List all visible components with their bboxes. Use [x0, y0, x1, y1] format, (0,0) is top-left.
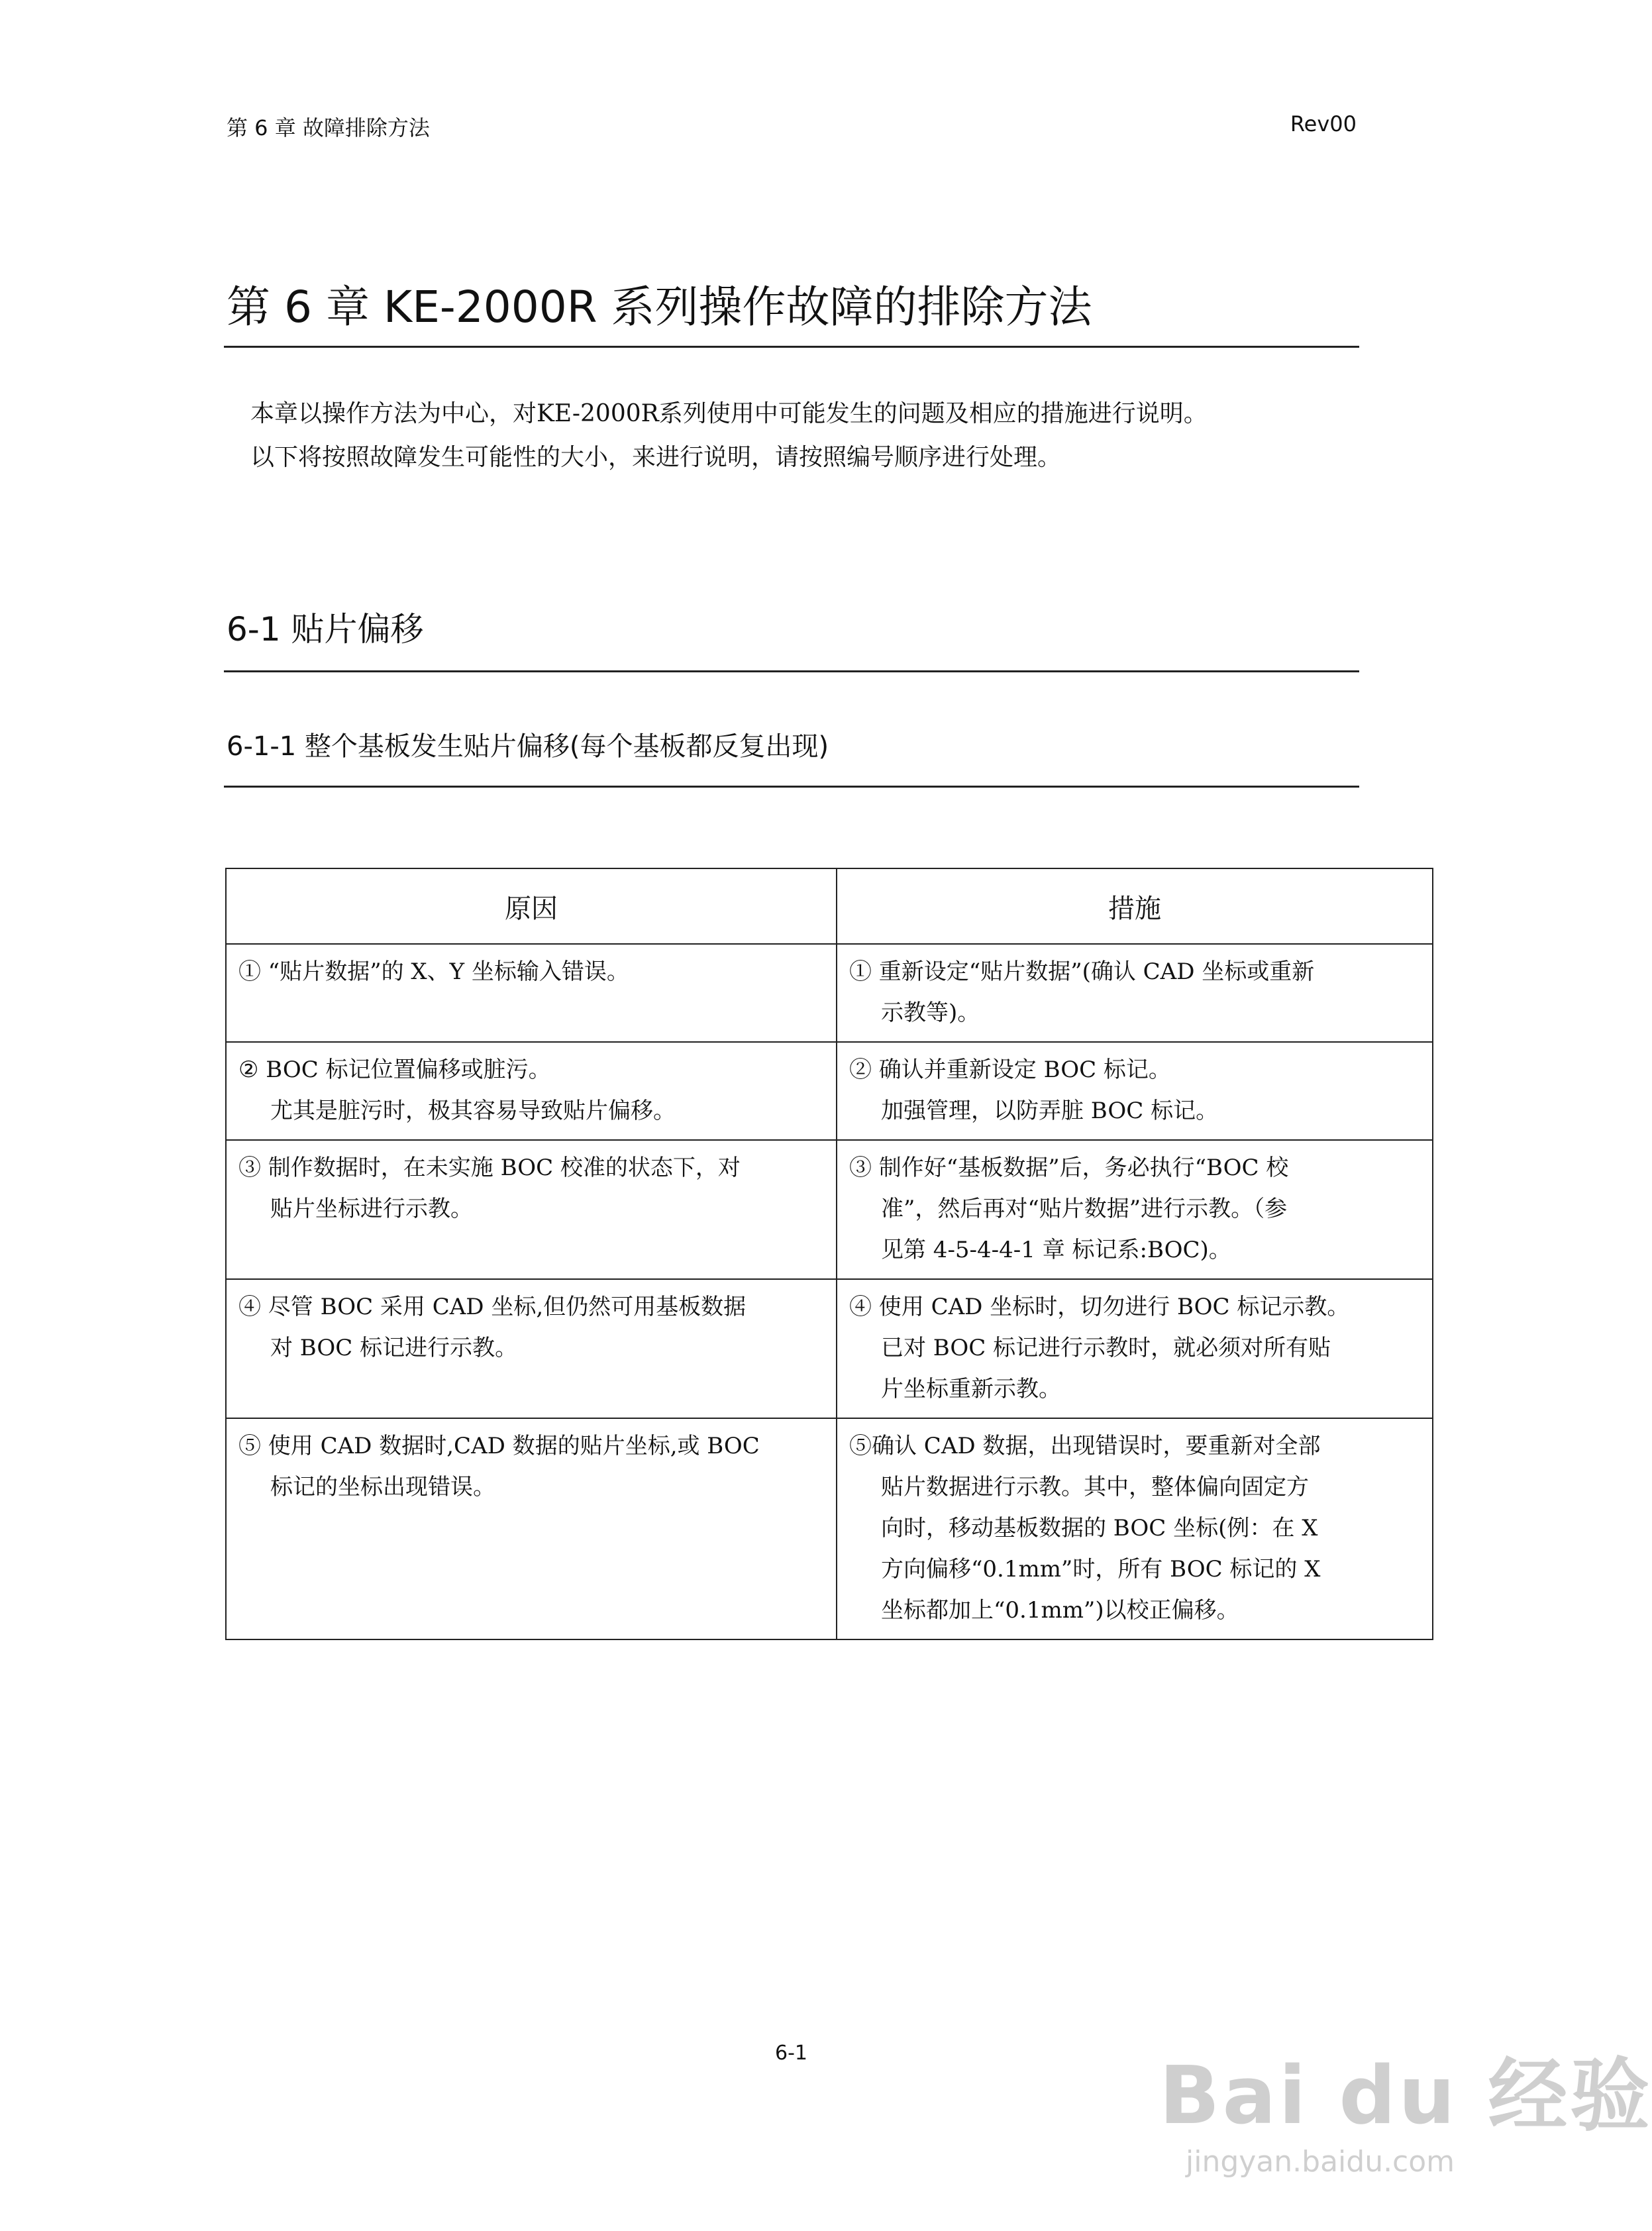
table-row	[226, 1279, 1433, 1418]
watermark-url: jingyan.baidu.com	[1186, 2145, 1455, 2179]
measure-cell	[837, 1279, 1433, 1418]
cell-line: 加强管理，以防弄脏 BOC 标记。	[881, 1098, 1219, 1124]
cell-line: ③ 制作好“基板数据”后，务必执行“BOC 校	[849, 1155, 1289, 1181]
header-revision: Rev00	[1290, 111, 1357, 136]
subsection-title: 6-1-1 整个基板发生贴片偏移(每个基板都反复出现)	[227, 731, 829, 762]
watermark-logo: Bai du 经验	[1159, 2050, 1652, 2142]
header-chapter: 第 6 章 故障排除方法	[227, 115, 430, 140]
subsection-rule	[224, 786, 1359, 788]
cell-line: 坐标都加上“0.1mm”)以校正偏移。	[881, 1597, 1239, 1624]
cell-line: ① “贴片数据”的 X、Y 坐标输入错误。	[238, 959, 629, 985]
cell-line: 贴片坐标进行示教。	[270, 1196, 473, 1222]
cell-line: ④ 使用 CAD 坐标时，切勿进行 BOC 标记示教。	[849, 1294, 1350, 1320]
section-rule	[224, 670, 1359, 672]
cell-line: 向时，移动基板数据的 BOC 坐标(例：在 X	[881, 1515, 1318, 1541]
measure-cell	[837, 1140, 1433, 1279]
table-row	[226, 944, 1433, 1042]
cell-line: ② 确认并重新设定 BOC 标记。	[849, 1057, 1171, 1083]
cause-cell	[226, 1279, 837, 1418]
cell-line: 片坐标重新示教。	[881, 1376, 1061, 1402]
header-cause: 原因	[226, 868, 837, 944]
cell-line: ① 重新设定“贴片数据”(确认 CAD 坐标或重新	[849, 959, 1315, 985]
cell-line: 已对 BOC 标记进行示教时，就必须对所有贴	[881, 1335, 1331, 1361]
cell-line: 方向偏移“0.1mm”时，所有 BOC 标记的 X	[881, 1556, 1321, 1582]
cause-cell	[226, 1042, 837, 1140]
baidu-watermark	[1159, 2032, 1652, 2185]
header-measure: 措施	[837, 868, 1433, 944]
cause-measure-table	[225, 868, 1433, 1640]
intro-line-2: 以下将按照故障发生可能性的大小，来进行说明，请按照编号顺序进行处理。	[250, 444, 1062, 471]
section-title: 6-1 贴片偏移	[227, 610, 424, 649]
measure-cell	[837, 1042, 1433, 1140]
cell-line: 准”，然后再对“贴片数据”进行示教。（参	[881, 1196, 1288, 1222]
measure-cell	[837, 944, 1433, 1042]
cause-cell	[226, 1140, 837, 1279]
intro-line-1: 本章以操作方法为中心，对KE-2000R系列使用中可能发生的问题及相应的措施进行说明。	[250, 400, 1208, 427]
cell-line: ⑤ 使用 CAD 数据时,CAD 数据的贴片坐标,或 BOC	[238, 1433, 760, 1459]
cell-line: ⑤确认 CAD 数据，出现错误时，要重新对全部	[849, 1433, 1321, 1459]
table-header-row	[226, 868, 1433, 944]
table-row	[226, 1042, 1433, 1140]
table-row	[226, 1418, 1433, 1639]
cell-line: 示教等)。	[881, 1000, 980, 1026]
cell-line: 尤其是脏污时，极其容易导致贴片偏移。	[270, 1098, 676, 1124]
chapter-rule	[224, 346, 1359, 348]
cell-line: 见第 4-5-4-4-1 章 标记系:BOC)。	[881, 1237, 1231, 1263]
cell-line: ③ 制作数据时，在未实施 BOC 校准的状态下，对	[238, 1155, 741, 1181]
cell-line: 贴片数据进行示教。其中，整体偏向固定方	[881, 1474, 1309, 1500]
cell-line: 对 BOC 标记进行示教。	[270, 1335, 518, 1361]
cause-cell	[226, 1418, 837, 1639]
table-row	[226, 1140, 1433, 1279]
cell-line: ④ 尽管 BOC 采用 CAD 坐标,但仍然可用基板数据	[238, 1294, 747, 1320]
measure-cell	[837, 1418, 1433, 1639]
cell-line: 标记的坐标出现错误。	[270, 1474, 495, 1500]
cause-cell	[226, 944, 837, 1042]
page-number: 6-1	[775, 2042, 807, 2065]
cell-line: ② BOC 标记位置偏移或脏污。	[238, 1057, 551, 1083]
chapter-title: 第 6 章 KE-2000R 系列操作故障的排除方法	[227, 282, 1092, 333]
